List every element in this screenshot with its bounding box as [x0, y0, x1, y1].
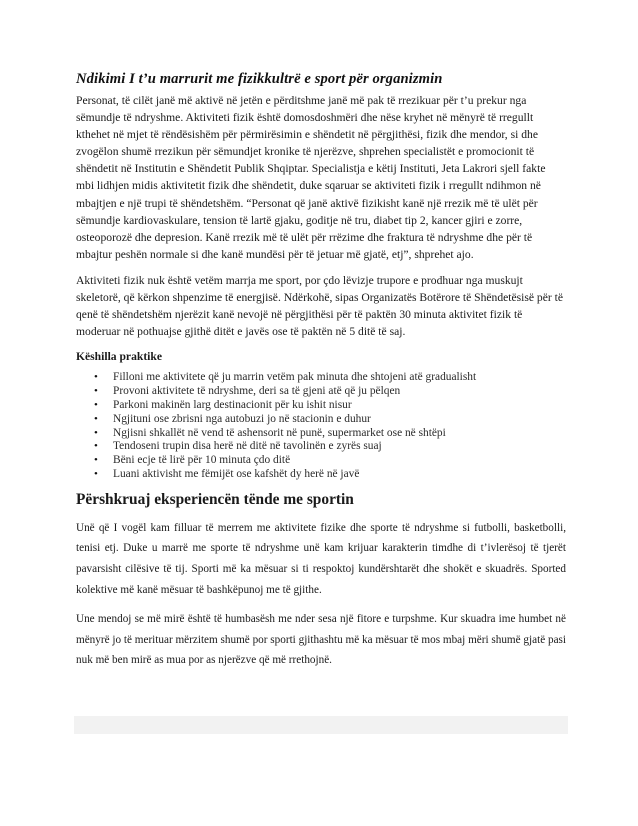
tips-heading: Këshilla praktike	[76, 350, 162, 364]
bullet-icon: •	[94, 454, 98, 467]
footer-band	[74, 716, 568, 734]
bullet-icon: •	[94, 412, 98, 425]
list-item: • Ngjituni ose zbrisni nga autobuzi jo në stacionin e duhur	[94, 412, 371, 425]
bullet-icon: •	[94, 398, 98, 411]
list-item: • Luani aktivisht me fëmijët ose kafshët dy herë në javë	[94, 467, 360, 480]
bullet-icon: •	[94, 440, 98, 453]
document-page	[76, 70, 566, 679]
opinion-paragraph: Une mendoj se më mirë është të humbasësh me nder sesa një fitore e turpshme. Kur skuadra ime humbet në mënyrë jo të merituar mërzitem shumë por sporti gjithashtu më ka mësuar të mos mbaj mëri shumë gjatë pasi nuk më ben mirë as mua por as njerëzve që më rrethojnë.	[76, 612, 566, 667]
physical-activity-paragraph: Aktiviteti fizik nuk është vetëm marrja me sport, por çdo lëvizje trupore e prodhuar nga muskujt skeletorë, që kërkon shpenzime të energjisë. Ndërkohë, sipas Organizatës Botërore të Shëndetësisë për të qenë të shëndetshëm njerëzit kanë nevojë në përgjithësi për të paktën 30 minuta aktivitet fizik të moderuar në pothuajse gjithë ditët e javës ose të paktën në 5 ditë të saj.	[76, 273, 563, 339]
bullet-icon: •	[94, 467, 98, 480]
bullet-icon: •	[94, 426, 98, 439]
intro-paragraph: Personat, të cilët janë më aktivë në jetën e përditshme janë më pak të rrezikuar për t’u prekur nga sëmundje të ndryshme. Aktiviteti fizik është domosdoshmëri dhe nëse kryhet në mënyrë të rregullt kthehet në mjet të rëndësishëm për përmirësimin e shëndetit në përgjithësi, fizik dhe mendor, si dhe zvogëlon shumë rrezikun për sëmundjet kronike të njerëzve, shprehen specialistët e promocionit të shëndetit në Institutin e Shëndetit Publik Shqiptar. Specialistja e këtij Instituti, Jeta Lakrori sjell fakte mbi lidhjen midis aktivitetit fizik dhe shëndetit, duke sqaruar se aktiviteti fizik i rregullt ndihmon në mbajtjen e një trupi të shëndetshëm. “Personat që janë aktivë fizikisht kanë një rrezik më të ulët për sëmundje kardiovaskulare, tension të lartë gjaku, goditje në tru, diabet tip 2, kancer gjiri e zorre, osteoporozë dhe depresion. Kanë rrezik më të ulët për rrëzime dhe fraktura të ndryshme dhe për të mbajtur peshën normale si dhe kanë mundësi për të jetuar më gjatë, etj”, shprehet ajo.	[76, 94, 546, 261]
tips-list	[76, 371, 566, 481]
list-item: • Bëni ecje të lirë për 10 minuta çdo ditë	[94, 454, 291, 467]
list-item: • Filloni me aktivitete që ju marrin vetëm pak minuta dhe shtojeni atë gradualisht	[94, 371, 477, 384]
bullet-icon: •	[94, 371, 98, 384]
list-item: • Parkoni makinën larg destinacionit për ku ishit nisur	[94, 398, 352, 411]
experience-paragraph: Unë që I vogël kam filluar të merrem me aktivitete fizike dhe sporte të ndryshme si futbolli, basketbolli, tenisi etj. Duke u marrë me sporte të ndryshme unë kam krijuar karakterin timdhe di t’ivlerësoj të tjerët pavarsisht cilësive të tij. Sporti më ka mësuar si ti respoktoj kundërshtarët dhe shokët e skuadrës. Sported kolektive më kanë mësuar të bashkëpunoj me të gjithe.	[76, 521, 566, 597]
document-title: Ndikimi I t’u marrurit me fizikkultrë e sport për organizmin	[76, 71, 443, 87]
section-title: Përshkruaj eksperiencën tënde me sportin	[76, 490, 354, 508]
list-item: • Tendoseni trupin disa herë në ditë në tavolinën e zyrës suaj	[94, 440, 382, 453]
list-item: • Ngjisni shkallët në vend të ashensorit në punë, supermarket ose në shtëpi	[94, 426, 446, 439]
list-item: • Provoni aktivitete të ndryshme, deri sa të gjeni atë që ju pëlqen	[94, 385, 401, 398]
bullet-icon: •	[94, 385, 98, 398]
